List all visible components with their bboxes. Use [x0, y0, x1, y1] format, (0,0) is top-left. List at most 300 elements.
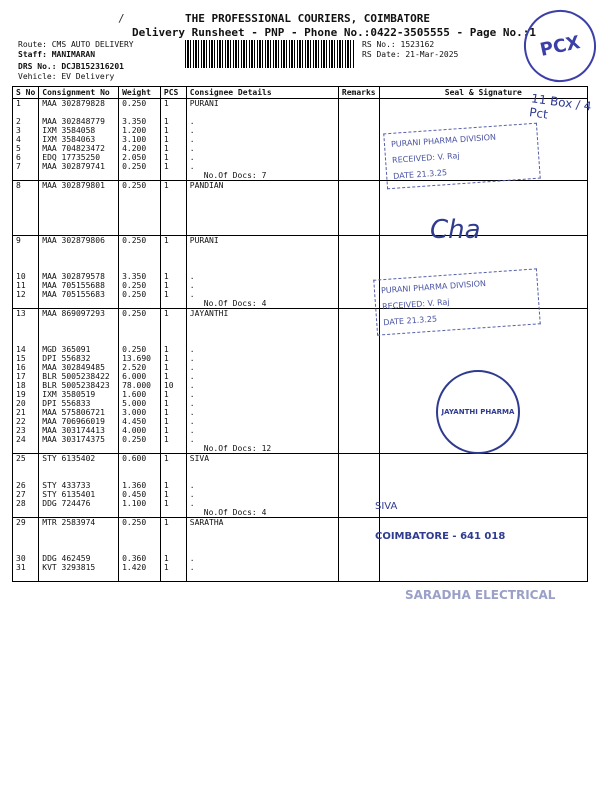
sno-cell	[13, 99, 39, 181]
line-value: MAA 303174375	[42, 435, 105, 444]
line-value: 1	[163, 490, 169, 499]
line-value: 1.360	[122, 481, 147, 490]
line-value: 3.100	[122, 135, 147, 144]
line-value: .	[189, 399, 195, 408]
line-value: .	[189, 499, 195, 508]
line-value: 4.200	[122, 144, 147, 153]
line-value	[16, 190, 35, 199]
line-value: 19	[16, 390, 26, 399]
line-value: DPI 556833	[42, 399, 91, 408]
line-value	[164, 190, 183, 199]
rs-number: RS No.: 1523162	[362, 40, 435, 49]
line-value: .	[189, 481, 195, 490]
line-value: .	[189, 381, 195, 390]
pcs-cell	[160, 518, 186, 582]
line-value: .	[189, 345, 195, 354]
pcs-cell	[160, 309, 186, 454]
line-value: 4.000	[122, 426, 147, 435]
line-value: 4	[16, 135, 21, 144]
line-value	[122, 199, 157, 208]
line-value: .	[189, 554, 195, 563]
line-value: .	[189, 426, 195, 435]
line-value	[122, 190, 157, 199]
line-value	[42, 190, 115, 199]
remarks-cell	[338, 309, 379, 454]
line-value: 0.600	[122, 454, 147, 463]
line-value: 1	[163, 135, 169, 144]
line-value: .	[189, 363, 195, 372]
line-value: 1	[163, 162, 169, 171]
stamp-1-line-b: RECEIVED: V. Raj	[391, 151, 460, 165]
stamp-2-line-a: PURANI PHARMA DIVISION	[380, 278, 487, 296]
line-value: 15	[16, 354, 26, 363]
seal-stamp-2	[373, 268, 541, 335]
line-value: 0.450	[122, 490, 147, 499]
line-value: 1	[163, 435, 169, 444]
line-value: MAA 705155688	[42, 281, 105, 290]
line-value: 14	[16, 345, 26, 354]
line-value	[16, 336, 35, 345]
line-value: 0.250	[122, 162, 147, 171]
line-value: .	[189, 153, 195, 162]
weight-cell	[119, 181, 161, 236]
line-value: 1	[163, 181, 169, 190]
line-value: 1	[163, 390, 169, 399]
line-value	[164, 545, 183, 554]
line-value: 23	[16, 426, 26, 435]
line-value: 25	[16, 454, 26, 463]
line-value	[164, 254, 183, 263]
line-value	[42, 463, 115, 472]
col-sno-header: S No	[13, 87, 39, 99]
line-value: 1.100	[122, 499, 147, 508]
line-value: .	[189, 162, 195, 171]
line-value	[190, 108, 335, 117]
line-value	[164, 327, 183, 336]
consignment-cell	[39, 181, 119, 236]
line-value: 0.360	[122, 554, 147, 563]
line-value: 1	[163, 399, 169, 408]
line-value	[164, 208, 183, 217]
line-value: MAA 302879801	[42, 181, 105, 190]
line-value: 1	[163, 144, 169, 153]
consignment-cell	[39, 454, 119, 518]
line-value	[16, 527, 35, 536]
line-value	[190, 527, 335, 536]
line-value: 26	[16, 481, 26, 490]
line-value: 22	[16, 417, 26, 426]
line-value: PANDIAN	[189, 181, 224, 190]
line-value	[122, 536, 157, 545]
line-value	[164, 527, 183, 536]
line-value	[190, 208, 335, 217]
line-value: STY 6135402	[42, 454, 96, 463]
line-value	[190, 199, 335, 208]
table-row	[13, 181, 588, 236]
line-value: 13.690	[122, 354, 151, 363]
line-value	[164, 318, 183, 327]
line-value: 0.250	[122, 435, 147, 444]
consignee-cell	[186, 309, 338, 454]
line-value: .	[189, 135, 195, 144]
jayanthi-seal	[436, 370, 520, 454]
line-value	[42, 318, 115, 327]
line-value	[16, 327, 35, 336]
line-value	[42, 108, 115, 117]
line-value: DDG 462459	[42, 554, 91, 563]
stamp-1-line-a: PURANI PHARMA DIVISION	[390, 132, 497, 149]
line-value: 1	[163, 126, 169, 135]
seal-stamp-1	[383, 123, 541, 190]
line-value: EDQ 17735250	[42, 153, 101, 162]
line-value	[16, 463, 35, 472]
line-value	[16, 545, 35, 554]
line-value	[164, 263, 183, 272]
line-value: 1	[163, 563, 169, 572]
docs-count: No.Of Docs: 7	[203, 171, 267, 180]
docs-count: No.Of Docs: 12	[203, 444, 272, 453]
line-value	[164, 536, 183, 545]
consignee-cell	[186, 236, 338, 309]
line-value: 17	[16, 372, 26, 381]
line-value: .	[189, 372, 195, 381]
stamp-2-line-c: DATE 21.3.25	[382, 314, 438, 328]
line-value: 0.250	[122, 181, 147, 190]
line-value	[190, 217, 335, 226]
line-value: 7	[16, 162, 21, 171]
line-value: SIVA	[189, 454, 210, 463]
line-value	[122, 545, 157, 554]
line-value: .	[189, 117, 195, 126]
line-value: 0.250	[122, 290, 147, 299]
line-value: .	[189, 408, 195, 417]
line-value: 29	[16, 518, 26, 527]
line-value: 0.250	[122, 236, 147, 245]
line-value: 11	[16, 281, 26, 290]
line-value: DDG 724476	[42, 499, 91, 508]
line-value	[42, 208, 115, 217]
line-value: 1	[163, 99, 169, 108]
line-value: BLR 5005238422	[42, 372, 110, 381]
line-value	[42, 263, 115, 272]
line-value: 20	[16, 399, 26, 408]
consignee-cell	[186, 454, 338, 518]
line-value: 1.200	[122, 126, 147, 135]
line-value: 1	[163, 345, 169, 354]
docs-count	[190, 226, 335, 235]
line-value	[16, 108, 35, 117]
line-value	[190, 463, 335, 472]
line-value	[16, 263, 35, 272]
line-value: 8	[16, 181, 21, 190]
line-value: 16	[16, 363, 26, 372]
vehicle-text: Vehicle: EV Delivery	[18, 72, 115, 81]
jayanthi-seal-text: JAYANTHI PHARMA	[441, 408, 515, 416]
line-value: 5	[16, 144, 21, 153]
line-value: .	[189, 490, 195, 499]
line-value: 6	[16, 153, 21, 162]
col-consignee-header: Consignee Details	[186, 87, 338, 99]
docs-count	[190, 572, 335, 581]
line-value	[190, 545, 335, 554]
line-value: MAA 869097293	[42, 309, 105, 318]
seal-stamp-siva	[375, 500, 505, 544]
pcs-cell	[160, 99, 186, 181]
line-value: 1	[163, 272, 169, 281]
line-value: .	[189, 417, 195, 426]
line-value: 1	[163, 236, 169, 245]
line-value	[42, 545, 115, 554]
line-value: STY 433733	[42, 481, 91, 490]
line-value: 1	[163, 153, 169, 162]
line-value: 18	[16, 381, 26, 390]
line-value: 1	[163, 518, 169, 527]
line-value: 1	[163, 281, 169, 290]
line-value	[190, 536, 335, 545]
line-value	[190, 472, 335, 481]
consignment-cell	[39, 518, 119, 582]
siva-stamp-line-a: SIVA	[375, 501, 398, 512]
stamp-1-line-c: DATE 21.3.25	[392, 168, 448, 181]
line-value: MAA 302879806	[42, 236, 105, 245]
line-value: SARATHA	[189, 518, 224, 527]
sno-cell	[13, 309, 39, 454]
line-value: PURANI	[189, 99, 219, 108]
line-value: 1	[163, 372, 169, 381]
remarks-cell	[338, 454, 379, 518]
line-value	[190, 254, 335, 263]
line-value: DPI 556832	[42, 354, 91, 363]
line-value: 12	[16, 290, 26, 299]
line-value	[164, 217, 183, 226]
sno-cell	[13, 454, 39, 518]
line-value: MAA 302879578	[42, 272, 105, 281]
col-seal-header: Seal & Signature	[379, 87, 587, 99]
line-value: IXM 3580519	[42, 390, 96, 399]
weight-cell	[119, 518, 161, 582]
line-value: MTR 2583974	[42, 518, 96, 527]
col-consignment-header: Consignment No	[39, 87, 119, 99]
sno-cell	[13, 518, 39, 582]
line-value: 1.420	[122, 563, 147, 572]
remarks-cell	[338, 181, 379, 236]
line-value	[16, 472, 35, 481]
consignment-cell	[39, 309, 119, 454]
line-value: KVT 3293815	[42, 563, 96, 572]
line-value: 1	[163, 354, 169, 363]
consignee-cell	[186, 99, 338, 181]
drs-text: DRS No.: DCJB152316201	[18, 62, 124, 71]
line-value	[16, 199, 35, 208]
col-weight-header: Weight	[119, 87, 161, 99]
line-value: 1	[163, 426, 169, 435]
line-value: IXM 3584058	[42, 126, 96, 135]
line-value	[42, 336, 115, 345]
line-value	[190, 245, 335, 254]
weight-cell	[119, 236, 161, 309]
line-value: 0.250	[122, 309, 147, 318]
line-value: 28	[16, 499, 26, 508]
rs-date: RS Date: 21-Mar-2025	[362, 50, 459, 59]
line-value	[164, 463, 183, 472]
remarks-cell	[338, 236, 379, 309]
line-value	[164, 472, 183, 481]
line-value: 3.350	[122, 272, 147, 281]
route-text: Route: CMS AUTO DELIVERY	[18, 40, 134, 49]
line-value	[122, 245, 157, 254]
line-value: MAA 705155683	[42, 290, 105, 299]
line-value: .	[189, 354, 195, 363]
line-value: .	[189, 290, 195, 299]
line-value: .	[189, 126, 195, 135]
line-value: 10	[16, 272, 26, 281]
line-value: MAA 302879828	[42, 99, 105, 108]
line-value: 1	[163, 290, 169, 299]
line-value: 3.350	[122, 117, 147, 126]
line-value: .	[189, 144, 195, 153]
line-value	[42, 527, 115, 536]
line-value	[16, 536, 35, 545]
line-value: 0.250	[122, 99, 147, 108]
line-value	[16, 318, 35, 327]
line-value: 27	[16, 490, 26, 499]
line-value	[16, 254, 35, 263]
line-value: MAA 575806721	[42, 408, 105, 417]
line-value: 2.050	[122, 153, 147, 162]
line-value: 5.000	[122, 399, 147, 408]
line-value	[190, 190, 335, 199]
line-value: .	[189, 390, 195, 399]
line-value: 1	[163, 363, 169, 372]
line-value	[42, 327, 115, 336]
remarks-cell	[338, 518, 379, 582]
line-value	[42, 217, 115, 226]
line-value: 0.250	[122, 345, 147, 354]
line-value: 1	[163, 309, 169, 318]
seal-signature-cell	[379, 181, 587, 236]
line-value: 1	[163, 554, 169, 563]
line-value: 0.250	[122, 281, 147, 290]
line-value: MAA 302879741	[42, 162, 105, 171]
consignment-cell	[39, 99, 119, 181]
line-value: IXM 3584063	[42, 135, 96, 144]
line-value: 1	[163, 117, 169, 126]
sno-cell	[13, 181, 39, 236]
pen-mark: /	[118, 12, 125, 25]
line-value: 1	[163, 454, 169, 463]
pcx-stamp: PCX	[517, 3, 600, 88]
line-value: 2.520	[122, 363, 147, 372]
line-value: 78.000	[122, 381, 151, 390]
line-value	[190, 336, 335, 345]
consignment-cell	[39, 236, 119, 309]
line-value	[42, 254, 115, 263]
remarks-cell	[338, 99, 379, 181]
line-value	[190, 327, 335, 336]
line-value	[164, 245, 183, 254]
line-value: PURANI	[189, 236, 219, 245]
line-value: JAYANTHI	[189, 309, 229, 318]
line-value: MAA 302849485	[42, 363, 105, 372]
company-title: THE PROFESSIONAL COURIERS, COIMBATORE	[185, 12, 431, 25]
line-value	[122, 527, 157, 536]
line-value	[190, 263, 335, 272]
line-value: 6.000	[122, 372, 147, 381]
line-value: .	[189, 435, 195, 444]
line-value	[42, 199, 115, 208]
line-value	[122, 472, 157, 481]
consignee-cell	[186, 181, 338, 236]
line-value	[122, 336, 157, 345]
pcs-cell	[160, 181, 186, 236]
line-value	[16, 245, 35, 254]
line-value	[122, 327, 157, 336]
line-value: 0.250	[122, 518, 147, 527]
docs-count: No.Of Docs: 4	[203, 508, 267, 517]
line-value	[190, 318, 335, 327]
line-value: 3.000	[122, 408, 147, 417]
line-value: 1	[16, 99, 21, 108]
docs-count: No.Of Docs: 4	[203, 299, 267, 308]
line-value: MAA 302848779	[42, 117, 105, 126]
col-pcs-header: PCS	[160, 87, 186, 99]
line-value: .	[189, 281, 195, 290]
line-value	[42, 245, 115, 254]
siva-stamp-line-b: COIMBATORE - 641 018	[375, 531, 506, 542]
weight-cell	[119, 99, 161, 181]
line-value	[16, 217, 35, 226]
line-value: 24	[16, 435, 26, 444]
line-value: 1	[163, 408, 169, 417]
signature-pandian: Cha	[430, 215, 481, 245]
pcs-cell	[160, 236, 186, 309]
line-value: 10	[163, 381, 174, 390]
saradha-stamp: SARADHA ELECTRICAL	[405, 588, 556, 602]
line-value: 30	[16, 554, 26, 563]
line-value: MAA 303174413	[42, 426, 105, 435]
pcs-cell	[160, 454, 186, 518]
line-value	[122, 217, 157, 226]
line-value: MGD 365091	[42, 345, 91, 354]
line-value: MAA 704823472	[42, 144, 105, 153]
line-value	[164, 108, 183, 117]
line-value	[122, 108, 157, 117]
line-value	[42, 536, 115, 545]
line-value: 1.600	[122, 390, 147, 399]
col-remarks-header: Remarks	[338, 87, 379, 99]
line-value	[164, 336, 183, 345]
line-value	[16, 208, 35, 217]
runsheet-subtitle: Delivery Runsheet - PNP - Phone No.:0422-3505555 - Page No.:1	[132, 26, 536, 39]
line-value: STY 6135401	[42, 490, 96, 499]
handwritten-box-note: 11 Box / 4 Pct	[528, 91, 593, 122]
line-value	[122, 263, 157, 272]
line-value: 31	[16, 563, 26, 572]
sno-cell	[13, 236, 39, 309]
line-value: 4.450	[122, 417, 147, 426]
weight-cell	[119, 454, 161, 518]
line-value: .	[189, 272, 195, 281]
line-value: BLR 5005238423	[42, 381, 110, 390]
line-value	[122, 208, 157, 217]
line-value: 1	[163, 481, 169, 490]
line-value: .	[189, 563, 195, 572]
weight-cell	[119, 309, 161, 454]
line-value	[122, 318, 157, 327]
line-value: 2	[16, 117, 21, 126]
line-value	[42, 472, 115, 481]
staff-text: Staff: MANIMARAN	[18, 50, 96, 59]
